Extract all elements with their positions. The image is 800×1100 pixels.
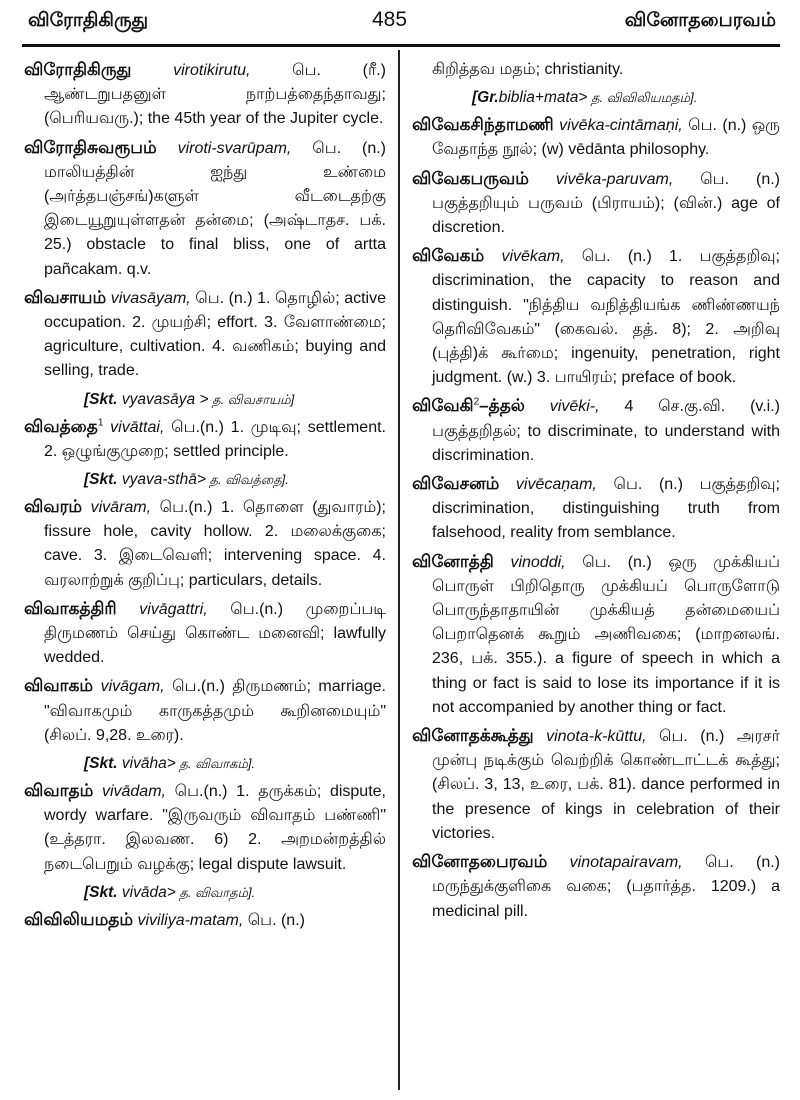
definition: கிறித்தவ மதம்; christianity. [432, 61, 624, 78]
headword: வினோதக்கூத்து [412, 726, 534, 746]
transliteration: vinoddi, [510, 553, 566, 571]
transliteration: vivāgattri, [139, 600, 208, 618]
page-header [0, 0, 800, 50]
etymology-text: vyavasāya > [117, 390, 209, 408]
dictionary-entry [24, 597, 386, 671]
column-divider [398, 50, 400, 1090]
headword: விவேகி [412, 396, 474, 416]
definition: பெ. (n.) மருந்துக்குளிகை வகை; (பதார்த்த. 1209.) a medicinal pill. [432, 854, 780, 920]
dictionary-entry [412, 724, 780, 846]
definition: பெ. (n.) 1. பகுத்தறிவு; discrimination, the capacity to reason and distinguish. "நித்திய வநித்தியங்க ணிண்ணயந் தெரிவிவேகம்" (கைவல். தத். 8); 2. அறிவு (புத்தி)க் கூர்மை; ingenuity, penetration, right judgment. (w.) 3. பாயிரம்; preface of book. [432, 248, 780, 387]
definition: பெ. (n.) 1. தொழில்; active occupation. 2. முயற்சி; effort. 3. வேளாண்மை; agriculture, cultivation. 4. வணிகம்; buying and selling, trade. [44, 289, 386, 380]
dictionary-entry [412, 472, 780, 546]
etymology [24, 752, 386, 775]
dictionary-entry [412, 167, 780, 241]
dictionary-entry [412, 394, 780, 468]
definition: பெ. (n.) அரசர் முன்பு நடிக்கும் வெற்றிக் கொண்டாட்டக் கூத்து; (சிலப். 3, 13, உரை, பக். 81). dance performed in the presence of kings in celebration of their victories. [432, 728, 780, 842]
dictionary-entry [24, 136, 386, 282]
etymology [24, 468, 386, 491]
transliteration: vivasāyam, [110, 289, 191, 307]
left-column [24, 58, 386, 937]
transliteration: vivāram, [90, 499, 152, 517]
transliteration: viviliya-matam, [137, 911, 244, 929]
dictionary-entry [412, 550, 780, 720]
definition: பெ.(n.) முறைப்படி திருமணம் செய்து கொண்ட மனைவி; lawfully wedded. [44, 600, 386, 667]
dictionary-entry [412, 113, 780, 162]
headword: விவாகம் [24, 676, 94, 696]
headword: வினோத்தி [412, 551, 494, 571]
definition: பெ.(n.) திருமணம்; marriage. "விவாகமும் காருகத்தமும் கூறினமையும்" (சிலப். 9,28. உரை). [44, 678, 386, 744]
etymology-label: [Gr. [472, 89, 499, 107]
headword: விவரம் [24, 497, 83, 517]
dictionary-entry [412, 850, 780, 924]
entry-continuation [412, 58, 780, 82]
etymology-label: [Skt. [84, 471, 118, 489]
etymology [24, 881, 386, 904]
dictionary-entry [24, 415, 386, 464]
definition: பெ. (n.) பகுத்தறிவு; discrimination, distinguishing truth from falsehood, reality from semblance. [432, 476, 780, 542]
etymology-tamil: த. விவாதம்]. [175, 884, 256, 900]
etymology-tamil: த. விவசாயம்] [208, 391, 295, 407]
transliteration: vivādam, [101, 783, 166, 801]
dictionary-entry [24, 674, 386, 748]
definition: பெ. (n.) ஒரு வேதாந்த நூல்; (w) vēdānta philosophy. [432, 117, 781, 159]
transliteration: vinotapairavam, [569, 854, 683, 872]
definition: பெ.(n.) 1. தருக்கம்; dispute, wordy warfare. "இருவரும் விவாதம் பண்ணி" (உத்தரா. இலவண. 6) 2. அறமன்றத்தில் நடைபெறும் வழக்கு; legal dispute lawsuit. [44, 783, 386, 873]
headword: விவேசனம் [412, 474, 500, 494]
etymology [24, 388, 386, 411]
transliteration: vinota-k-kūttu, [546, 728, 647, 746]
headword: வினோதபைரவம் [412, 852, 548, 872]
definition: பெ.(n.) 1. தொளை (துவாரம்); fissure hole, cavity hollow. 2. மலைக்குகை; cave. 3. இடைவெளி; intervening space. 4. வரலாற்றுக் குறிப்பு; particulars, details. [44, 499, 386, 589]
headword: விவிலியமதம் [24, 909, 134, 929]
transliteration: vivēki-, [524, 398, 600, 416]
dictionary-entry [24, 286, 386, 384]
dictionary-entry [412, 244, 780, 390]
etymology-label: [Skt. [84, 883, 118, 901]
dictionary-entry [24, 779, 386, 877]
dictionary-entry [24, 495, 386, 593]
etymology-tamil: த. விவாகம்]. [175, 756, 256, 772]
definition: பெ. (ரீ.) ஆண்டறுபதனுள் நாற்பத்தைந்தாவது; (பெரியவரு.); the 45th year of the Jupiter cycle. [44, 62, 387, 128]
definition: 4 செ.கு.வி. (v.i.) பகுத்தறிதல்; to discriminate, to understand with discrimination. [432, 398, 780, 464]
etymology-text: biblia+mata> [498, 89, 588, 107]
definition: பெ. (n.) பகுத்தறியும் பருவம் (பிராயம்); (வின்.) age of discretion. [432, 170, 780, 237]
etymology-text: vivāda> [117, 883, 176, 901]
headword: விரோதிகிருது [24, 60, 132, 79]
headword: விவசாயம் [24, 287, 107, 307]
etymology-text: vyava-sthā> [117, 471, 206, 489]
definition: பெ.(n.) 1. முடிவு; settlement. 2. ஒழுங்குமுறை; settled principle. [44, 418, 386, 460]
header-rule [22, 44, 780, 47]
headword: விவேகம் [412, 246, 485, 266]
right-column [412, 58, 780, 928]
definition: பெ. (n.) மாலியத்தின் ஐந்து உண்மை (அர்த்தபஞ்சங்)களுள் வீடடைதற்கு இடையூறுயுள்ளதன் தன்மை; (அஷ்டாதச. பக். 25.) obstacle to final bliss, one of artta pañcakam. q.v. [44, 139, 386, 278]
headword: விவேகசிந்தாமணி [412, 115, 554, 135]
dictionary-entry [24, 908, 386, 933]
etymology-tamil: த. விவத்தை]. [205, 472, 289, 488]
transliteration: vivēcaṇam, [515, 476, 597, 494]
transliteration: vivēka-paruvam, [555, 170, 674, 188]
headword: விவாகத்திரி [24, 598, 117, 618]
transliteration: vivāttai, [103, 418, 165, 436]
transliteration: virotikirutu, [173, 62, 251, 79]
transliteration: vivēkam, [501, 248, 565, 266]
headword: விரோதிசுவரூபம் [24, 137, 157, 157]
headword-suffix: –த்தல் [479, 396, 525, 416]
etymology-tamil: த. விவிலியமதம்]. [587, 90, 698, 106]
transliteration: viroti-svarūpam, [177, 139, 292, 157]
definition: பெ. (n.) ஒரு முக்கியப் பொருள் பிறிதொரு முக்கியப் பொருளோடு பொருந்தாதாயின் முக்கியத் தன்மையைப் பெறாதெனக் கூறும் அணிவகை; (மாறனலங். 236, பக். 355.). a figure of speech in which a thing or fact is said to lose its importance if it is not accompanied by another thing or fact. [432, 553, 780, 716]
headword: விவேகபருவம் [412, 168, 529, 188]
running-head-right: வினோதபைரவம் [624, 10, 776, 31]
dictionary-entry [24, 58, 386, 132]
page-number: 485 [372, 8, 408, 31]
etymology-label: [Skt. [84, 390, 118, 408]
transliteration: vivēka-cintāmaṇi, [559, 117, 683, 135]
etymology [412, 86, 780, 109]
etymology-text: vivāha> [117, 755, 176, 773]
homonym-number: 2 [473, 397, 480, 409]
transliteration: vivāgam, [100, 678, 165, 696]
headword: விவத்தை [24, 416, 98, 436]
running-head-left: விரோதிகிருது [28, 10, 149, 31]
homonym-number: 1 [97, 417, 104, 429]
etymology-label: [Skt. [84, 755, 118, 773]
headword: விவாதம் [24, 781, 94, 801]
definition: பெ. (n.) [243, 911, 305, 929]
